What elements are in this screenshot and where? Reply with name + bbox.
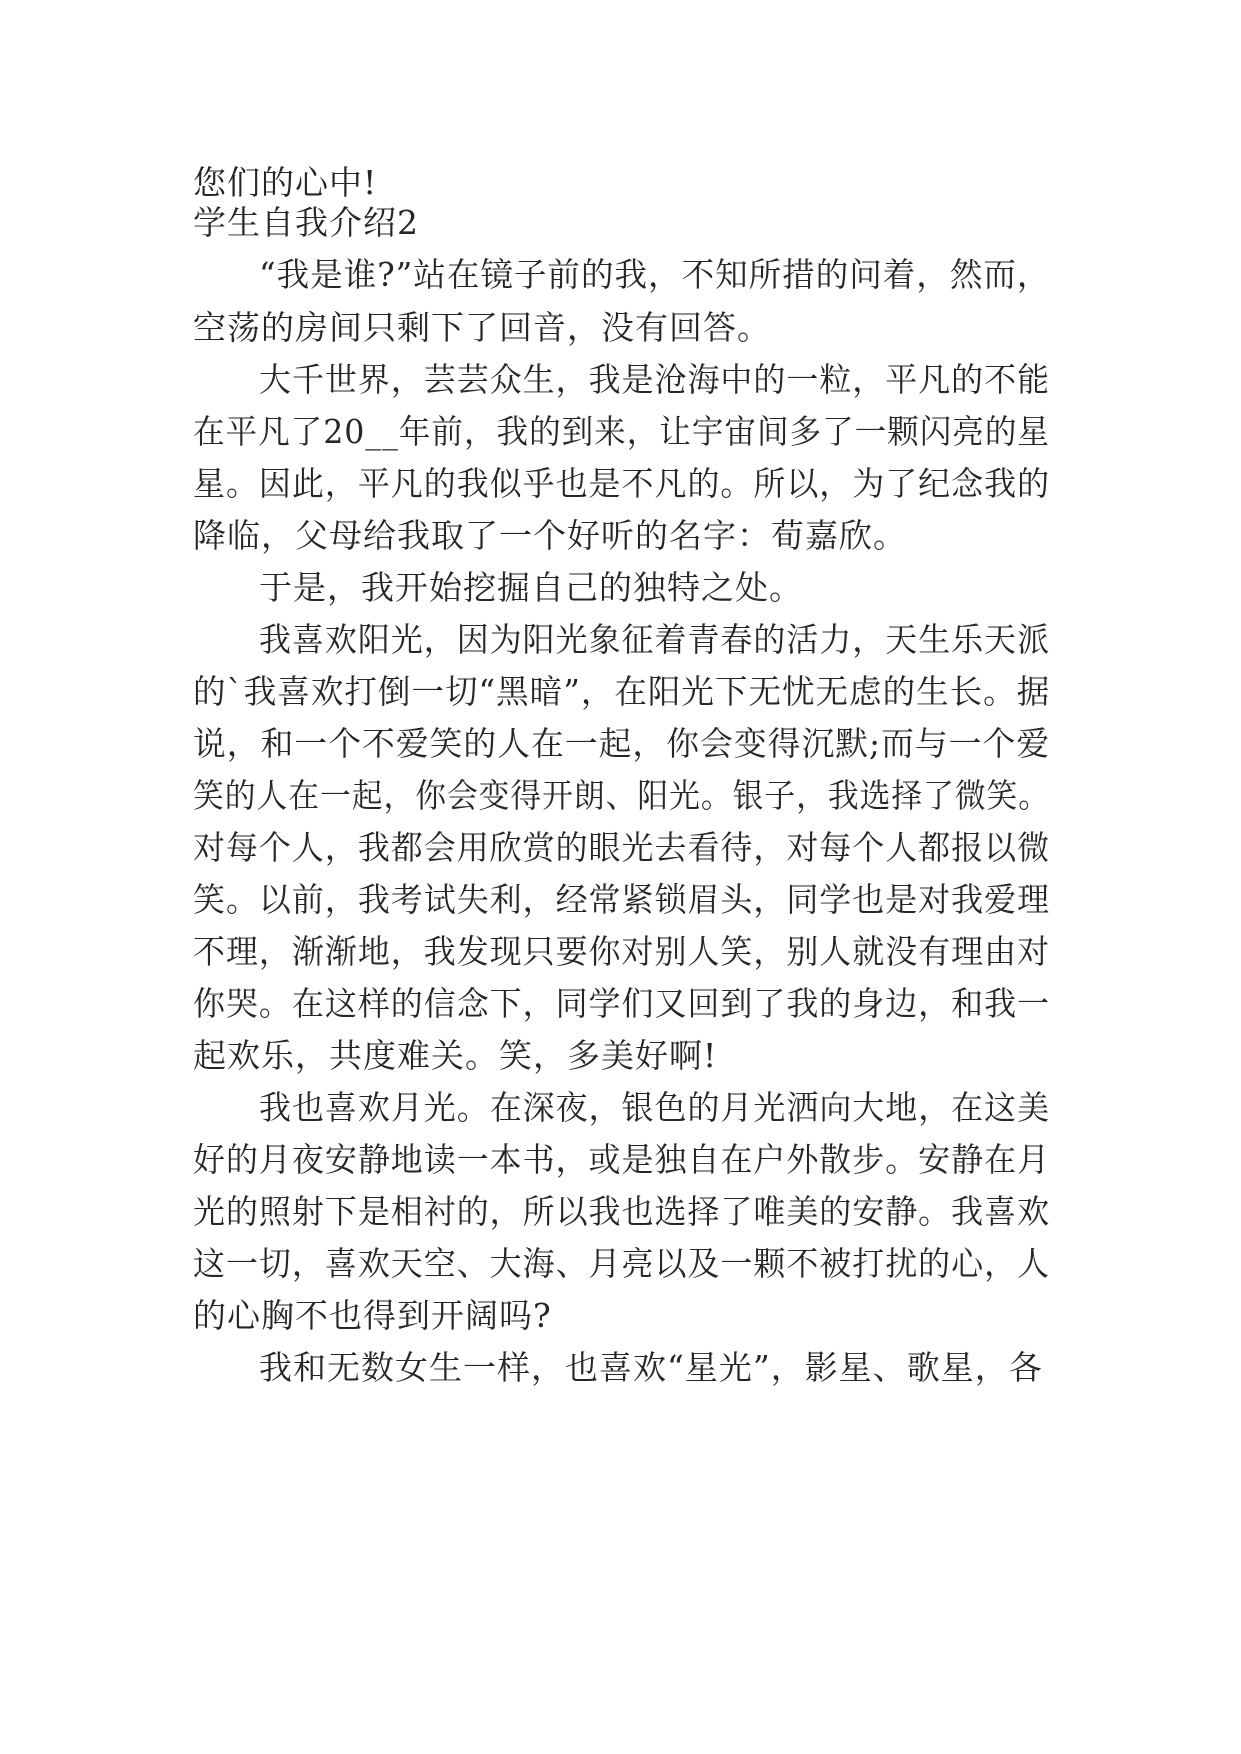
text-line: “我是谁?”站在镜子前的我，不知所措的问着，然而，: [259, 255, 1051, 294]
text-line: 我也喜欢月光。在深夜，银色的月光洒向大地，在这美: [259, 1088, 1051, 1127]
text-line: 好的月夜安静地读一本书，或是独自在户外散步。安静在月: [193, 1140, 1051, 1179]
text-line: 在平凡了20__年前，我的到来，让宇宙间多了一颗闪亮的星: [193, 412, 1050, 451]
text-line: 星。因此，平凡的我似乎也是不凡的。所以，为了纪念我的: [193, 464, 1051, 503]
text-line: 您们的心中!: [193, 163, 378, 202]
text-line: 的`我喜欢打倒一切“黑暗”，在阳光下无忧无虑的生长。据: [193, 672, 1051, 711]
text-line: 空荡的房间只剩下了回音，没有回答。: [193, 308, 771, 347]
text-line: 降临，父母给我取了一个好听的名字：荀嘉欣。: [193, 516, 907, 555]
text-line: 你哭。在这样的信念下，同学们又回到了我的身边，和我一: [193, 984, 1051, 1023]
text-line: 这一切，喜欢天空、大海、月亮以及一颗不被打扰的心，人: [193, 1244, 1051, 1283]
text-line: 我和无数女生一样，也喜欢“星光”，影星、歌星，各: [259, 1348, 1043, 1387]
text-line: 笑的人在一起，你会变得开朗、阳光。银子，我选择了微笑。: [193, 776, 1051, 815]
text-line: 说，和一个不爱笑的人在一起，你会变得沉默;而与一个爱: [193, 724, 1051, 763]
text-line: 于是，我开始挖掘自己的独特之处。: [259, 568, 803, 607]
text-line: 大千世界，芸芸众生，我是沧海中的一粒，平凡的不能: [259, 360, 1051, 399]
text-line: 我喜欢阳光，因为阳光象征着青春的活力，天生乐天派: [259, 620, 1051, 659]
text-line: 的心胸不也得到开阔吗?: [193, 1296, 552, 1335]
text-line: 笑。以前，我考试失利，经常紧锁眉头，同学也是对我爱理: [193, 880, 1051, 919]
text-line: 对每个人，我都会用欣赏的眼光去看待，对每个人都报以微: [193, 828, 1051, 867]
text-line: 起欢乐，共度难关。笑，多美好啊!: [193, 1036, 718, 1075]
text-line: 光的照射下是相衬的，所以我也选择了唯美的安静。我喜欢: [193, 1192, 1051, 1231]
text-line: 不理，渐渐地，我发现只要你对别人笑，别人就没有理由对: [193, 932, 1051, 971]
section-heading: 学生自我介绍2: [193, 203, 419, 242]
